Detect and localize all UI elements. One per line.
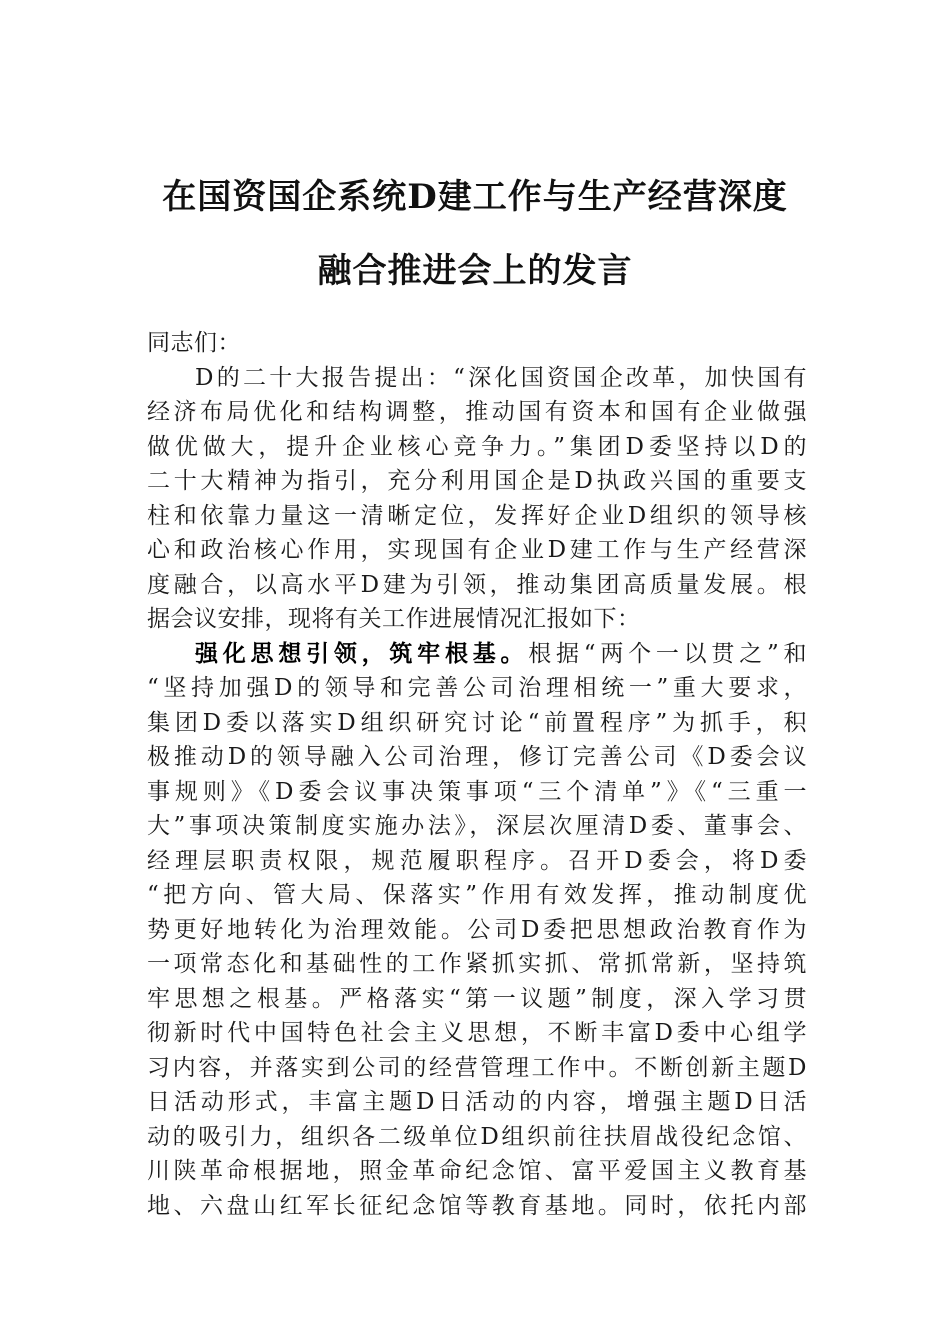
paragraph-line: 经理层职责权限，规范履职程序。召开D委会，将D委 (147, 847, 807, 874)
title-line-2: 融合推进会上的发言 (317, 251, 633, 291)
document-body (147, 326, 807, 1223)
paragraph-line: 极推动D的领导融入公司治理，修订完善公司《D委会议 (147, 744, 807, 770)
paragraph-text: 根据“两个一以贯之”和 (528, 640, 807, 667)
paragraph-line: “坚持加强D的领导和完善公司治理相统一”重大要求， (147, 675, 807, 701)
paragraph-line: 日活动形式，丰富主题D日活动的内容，增强主题D日活 (147, 1089, 807, 1115)
paragraph-line: 动的吸引力，组织各二级单位D组织前往扶眉战役纪念馆、 (147, 1123, 807, 1150)
paragraph-line: “把方向、管大局、保落实”作用有效发挥，推动制度优 (147, 882, 807, 908)
paragraph-1 (147, 361, 807, 637)
paragraph-line: 习内容，并落实到公司的经营管理工作中。不断创新主题D (147, 1054, 807, 1081)
paragraph-line: 柱和依靠力量这一清晰定位，发挥好企业D组织的领导核 (147, 502, 807, 529)
paragraph-line: 据会议安排，现将有关工作进展情况汇报如下： (147, 606, 641, 632)
paragraph-line: 做优做大，提升企业核心竞争力。”集团D委坚持以D的 (147, 433, 807, 460)
section-heading: 强化思想引领，筑牢根基。 (195, 639, 529, 667)
paragraph-line: 地、六盘山红军长征纪念馆等教育基地。同时，依托内部 (147, 1192, 807, 1219)
paragraph-line: 川陕革命根据地，照金革命纪念馆、富平爱国主义教育基 (147, 1158, 807, 1184)
paragraph-line (147, 637, 807, 672)
paragraph-line: 心和政治核心作用，实现国有企业D建工作与生产经营深 (147, 537, 807, 563)
document-title (120, 160, 830, 308)
paragraph-line: 大”事项决策制度实施办法》，深层次厘清D委、董事会、 (147, 813, 807, 839)
paragraph-line: 势更好地转化为治理效能。公司D委把思想政治教育作为 (147, 916, 807, 943)
paragraph-line: 度融合，以高水平D建为引领，推动集团高质量发展。根 (147, 571, 807, 598)
paragraph-line: 事规则》《D委会议事决策事项“三个清单”》《“三重一 (147, 778, 807, 805)
paragraph-line: 集团D委以落实D组织研究讨论“前置程序”为抓手，积 (147, 709, 807, 736)
paragraph-line: D的二十大报告提出：“深化国资国企改革，加快国有 (195, 364, 807, 391)
paragraph-line: 二十大精神为指引，充分利用国企是D执政兴国的重要支 (147, 468, 807, 494)
paragraph-line: 经济布局优化和结构调整，推动国有资本和国有企业做强 (147, 399, 807, 425)
paragraph-line: 牢思想之根基。严格落实“第一议题”制度，深入学习贯 (147, 985, 807, 1012)
salutation: 同志们： (147, 330, 241, 356)
paragraph-line: 彻新时代中国特色社会主义思想，不断丰富D委中心组学 (147, 1020, 807, 1046)
title-line-1: 在国资国企系统D建工作与生产经营深度 (162, 177, 788, 217)
paragraph-line: 一项常态化和基础性的工作紧抓实抓、常抓常新，坚持筑 (147, 951, 807, 977)
paragraph-2 (147, 637, 807, 1224)
